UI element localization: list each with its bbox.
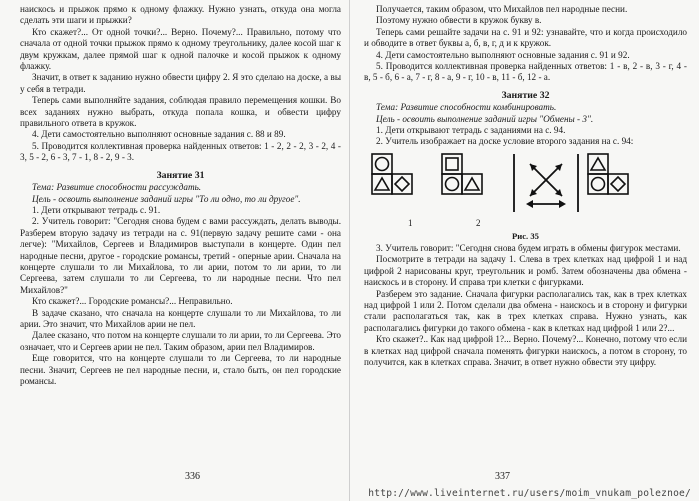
paragraph: Значит, в ответ к заданию нужно обвести цифру 2. Я это сделаю на доске, а вы у себя в тетради. [20,72,341,94]
paragraph: Тема: Развитие способности комбинировать. [376,102,557,113]
paragraph: Цель - освоить выполнение заданий игры "Обмены - 3". [376,113,594,124]
watermark-url: http://www.liveinternet.ru/users/moim_vnukam_poleznoe/ [368,488,691,499]
paragraph: 1. Дети открывают тетрадь с заданиями на с. 94. [376,125,566,136]
paragraph: 2. Учитель изображает на доске условие второго задания на с. 94: [376,136,634,147]
section-heading: Занятие 31 [156,169,205,181]
paragraph: Посмотрите в тетради на задачу 1. Слева в трех клетках над цифрой 1 и над цифрой 2 нарисованы круг, треугольник и ромб. Затем обозначены два обмена - наискось и в сторону. И справа три клетки с фигурками. [364,254,687,288]
right-page-text-bottom [364,243,687,368]
figure-labels [364,218,687,230]
left-page-text [20,4,341,387]
figure-label-2: 2 [476,217,481,228]
left-page-number: 336 [185,471,200,482]
figure-grid-1 [370,152,436,214]
figure-grid-2 [440,152,506,214]
figure-grid-result [586,152,652,214]
paragraph: Кто скажет?.. Как над цифрой 1?... Верно. Почему?... Конечно, потому что если в клетках над цифрой сначала поменять фигурки наискось, а потом в сторону, то получится, как в клетках справа. Значит, в ответ нужно обвести эту цифру. [364,334,687,367]
paragraph: Далее сказано, что потом на концерте слушали то ли арии, то ли Сергеева. Это означает, что и Сергеев арии не пел. Таким образом, арии пел Владимиров. [20,330,341,352]
figure-label-1: 1 [408,217,413,228]
exchange-figure [370,152,687,218]
paragraph: 5. Проводится коллективная проверка найденных ответов: 1 - в, 2 - в, 3 - г, 4 - в, 5 - б, 6 - а, 7 - г, 8 - а, 9 - г, 10 - в, 11 - б, 12 - а. [364,61,687,83]
paragraph: Цель - освоить выполнение заданий игры "То ли одно, то ли другое". [32,193,301,204]
paragraph: Кто скажет?... От одной точки?... Верно. Почему?... Правильно, потому что сначала от одной точки прыжок прямо к одному треугольнику, далее косой шаг к двум кружкам, далее прямой шаг к одной палочке и косой прыжок к одному флажку. [20,26,341,72]
paragraph: 4. Дети самостоятельно выполняют основные задания с. 88 и 89. [32,129,286,140]
exchange-arrows-diagram [510,152,582,214]
paragraph: 3. Учитель говорит: "Сегодня снова будем играть в обмены фигурок местами. [376,242,681,253]
right-page-number: 337 [495,471,510,482]
right-page-text-top [364,4,687,148]
paragraph: Теперь сами решайте задачи на с. 91 и 92: узнавайте, что и когда происходило и обводите в ответ буквы а, б, в, г, д и к кружок. [364,26,687,49]
paragraph: В задаче сказано, что сначала на концерте слушали то ли Михайлова, то ли арии. Это значит, что Михайлов арии не пел. [20,307,341,329]
paragraph: Поэтому нужно обвести в кружок букву в. [376,15,542,26]
paragraph: 4. Дети самостоятельно выполняют основные задания с. 91 и 92. [376,49,630,60]
paragraph: 1. Дети открывают тетрадь с. 91. [32,204,161,215]
paragraph: Еще говорится, что на концерте слушали то ли Сергеева, то ли народные песни. Значит, Сергеев не пел народные песни, и, стало быть, он пел городские романсы. [20,353,341,386]
left-page [0,0,349,501]
right-page [349,0,699,501]
figure-caption: Рис. 35 [512,230,539,241]
paragraph: Получается, таким образом, что Михайлов пел народные песни. [376,4,628,14]
paragraph: Кто скажет?... Городские романсы?... Неправильно. [32,296,233,307]
paragraph: наискось и прыжок прямо к одному флажку. Нужно узнать, откуда она могла сделать эти шаги и прыжки? [20,4,341,26]
paragraph: Тема: Развитие способности рассуждать. [32,182,202,193]
section-heading: Занятие 32 [501,89,550,101]
paragraph: Разберем это задание. Сначала фигурки располагались так, как в трех клетках над цифрой 1 или 2. Потом сделали два обмена - наискось и в сторону и фигурки стали располагаться так, как в трех клетках справа. Нужно узнать, как располагались фигурки до такого обмена - как в клетках над цифрой 1 или 2?... [364,288,687,333]
paragraph: 5. Проводится коллективная проверка найденных ответов: 1 - 2, 2 - 2, 3 - 2, 4 - 3, 5 - 2, 6 - 3, 7 - 1, 8 - 2, 9 - 3. [20,140,341,163]
paragraph: Теперь сами выполняйте задания, соблюдая правило перемещения кошки. Во всех заданиях нужно выбрать, откуда попала кошка, и обвести цифру правильного ответа в кружок. [20,95,341,129]
paragraph: 2. Учитель говорит: "Сегодня снова будем с вами рассуждать, делать выводы. Разберем вторую задачу из тетради на с. 91(первую задачу решите сами - она легче): "Михайлов, Сергеев и Владимиров выступали в концерте. Один пел народные песни, другое - городские романсы, третий - оперные арии. Сначала на концерте слушали то ли Михайлова, то ли арии, потом то ли арии, то ли Сергеева, затем слушали то ли Сергеева, то ли народные песни. Что пел Михайлов?" [20,216,341,295]
